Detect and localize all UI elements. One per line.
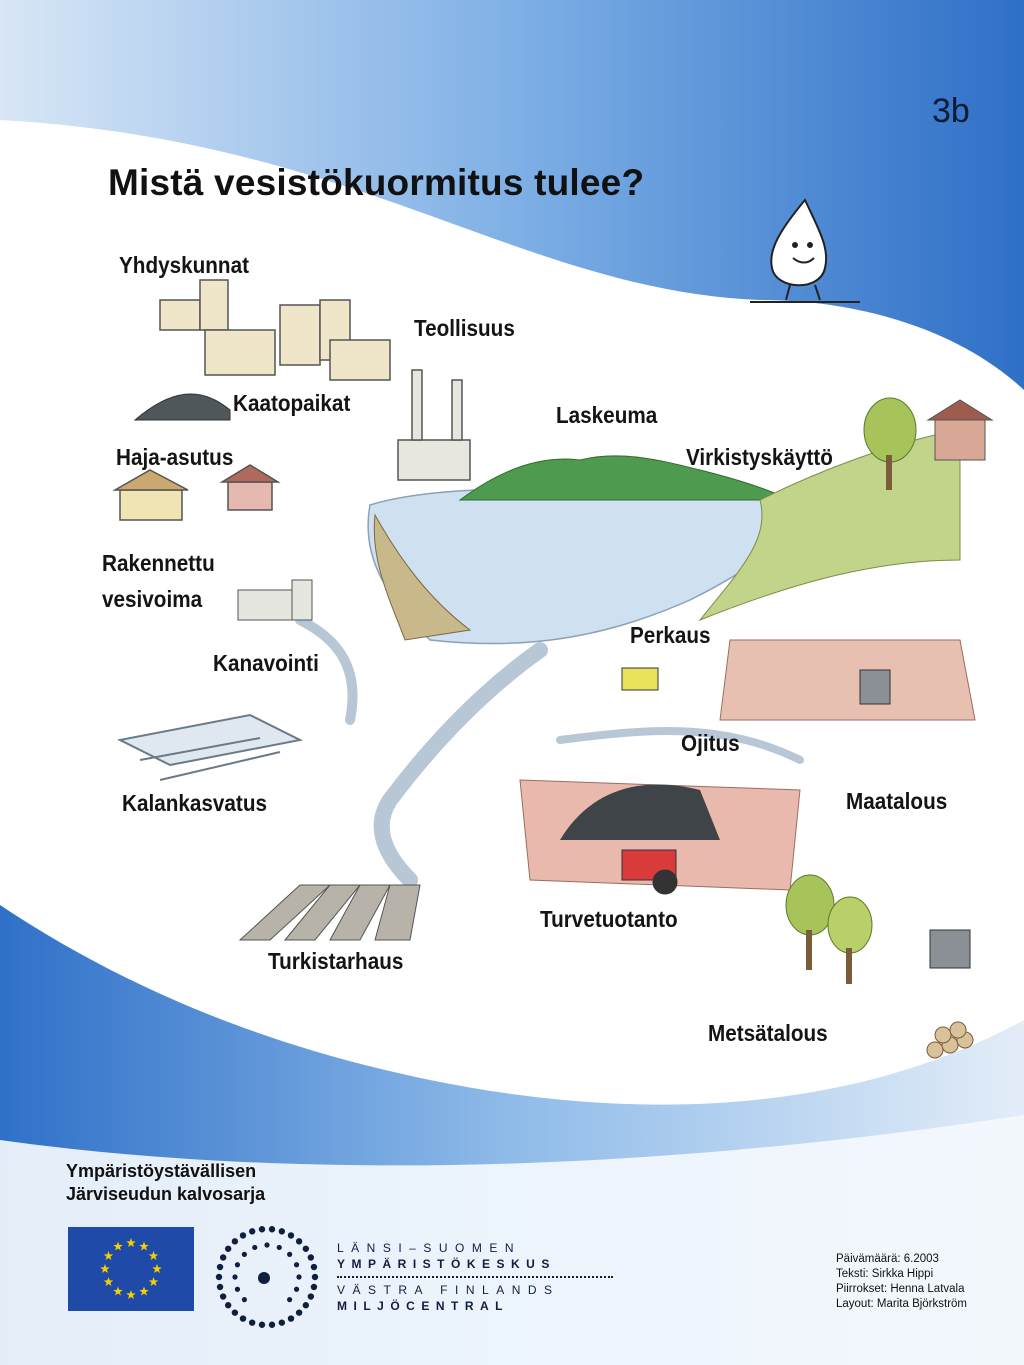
logo-dot <box>232 1274 237 1279</box>
logo-dot <box>249 1228 255 1234</box>
eu-star <box>139 1287 149 1296</box>
eu-star <box>126 1238 136 1247</box>
eu-star <box>104 1277 114 1286</box>
logo-dot <box>259 1322 265 1328</box>
landfill <box>135 394 230 420</box>
water-drop-mascot <box>750 200 860 302</box>
series-title <box>66 1160 265 1206</box>
logo-dot <box>311 1284 317 1290</box>
logo-dot <box>296 1238 302 1244</box>
eu-stars-icon <box>68 1227 194 1311</box>
label-turvetuotanto: Turvetuotanto <box>540 906 678 932</box>
logo-dot <box>249 1319 255 1325</box>
logo-dot <box>242 1297 247 1302</box>
logo-dot <box>217 1264 223 1270</box>
label-metsatalous: Metsätalous <box>708 1020 828 1046</box>
label-turkistarhaus: Turkistarhaus <box>268 948 404 974</box>
eu-star <box>126 1290 136 1299</box>
logo-dot <box>296 1274 301 1279</box>
org-line-1: LÄNSI–SUOMEN <box>337 1241 522 1255</box>
label-virkistyskaytto: Virkistyskäyttö <box>686 444 833 470</box>
logo-dot <box>279 1319 285 1325</box>
label-ojitus: Ojitus <box>681 730 740 756</box>
logo-dot <box>232 1238 238 1244</box>
logo-dot <box>294 1262 299 1267</box>
label-yhdyskunnat: Yhdyskunnat <box>119 252 249 278</box>
logo-dot <box>311 1264 317 1270</box>
logo-dot <box>296 1309 302 1315</box>
logo-dot <box>259 1226 265 1232</box>
label-teollisuus: Teollisuus <box>414 315 515 341</box>
logo-dot <box>279 1228 285 1234</box>
eu-star <box>113 1241 123 1250</box>
river-main <box>382 650 540 880</box>
eu-star <box>149 1277 159 1286</box>
logo-dot <box>277 1245 282 1250</box>
logo-dot <box>232 1309 238 1315</box>
factory <box>398 370 470 480</box>
label-haja-asutus: Haja-asutus <box>116 444 234 470</box>
river-ditch <box>560 731 800 760</box>
label-rakennettu: Rakennettu <box>102 550 215 576</box>
logo-dot <box>303 1302 309 1308</box>
series-title-line2: Järviseudun kalvosarja <box>66 1184 266 1204</box>
eu-star <box>152 1264 162 1273</box>
logo-dot <box>287 1297 292 1302</box>
logo-dot <box>287 1252 292 1257</box>
credit-date: Päivämäärä: 6.2003 <box>836 1253 939 1265</box>
org-line-2: YMPÄRISTÖKESKUS <box>337 1257 556 1271</box>
fish-ponds <box>120 715 300 780</box>
eu-star <box>100 1264 110 1273</box>
series-title-line1: Ympäristöystävällisen <box>66 1161 257 1181</box>
page-title: Mistä vesistökuormitus tulee? <box>108 162 645 203</box>
logo-dot <box>220 1293 226 1299</box>
logo-dot <box>269 1226 275 1232</box>
credits <box>836 1252 967 1312</box>
logo-dot <box>264 1242 269 1247</box>
eu-flag-logo <box>68 1227 194 1311</box>
label-kaatopaikat: Kaatopaikat <box>233 390 351 416</box>
logo-dot <box>288 1232 294 1238</box>
logo-dot <box>252 1245 257 1250</box>
eu-star <box>149 1251 159 1260</box>
logo-dot <box>308 1293 314 1299</box>
logo-dot <box>225 1246 231 1252</box>
eu-star <box>139 1241 149 1250</box>
logo-dot <box>220 1254 226 1260</box>
label-kalankasvatus: Kalankasvatus <box>122 790 267 816</box>
houses <box>115 465 278 520</box>
logo-dot <box>225 1302 231 1308</box>
farm-field <box>720 640 975 720</box>
logo-dot <box>216 1274 222 1280</box>
label-kanavointi: Kanavointi <box>213 650 319 676</box>
logo-dot <box>303 1246 309 1252</box>
eu-star <box>113 1287 123 1296</box>
label-perkaus: Perkaus <box>630 622 711 648</box>
logo-dot <box>240 1232 246 1238</box>
org-line-4: MILJÖCENTRAL <box>337 1299 509 1313</box>
label-vesivoima: vesivoima <box>102 586 203 612</box>
logo-dot <box>235 1262 240 1267</box>
logo-dot <box>240 1315 246 1321</box>
org-line-3: VÄSTRA FINLANDS <box>337 1283 560 1297</box>
logo-dot <box>294 1287 299 1292</box>
eu-star <box>104 1251 114 1260</box>
logo-dot <box>217 1284 223 1290</box>
environment-centre-logo-icon <box>212 1222 322 1332</box>
log-piles <box>927 1022 973 1058</box>
credit-layout: Layout: Marita Björkström <box>836 1298 968 1310</box>
slide-number: 3b <box>932 92 970 130</box>
fur-farm-sheds <box>240 885 420 940</box>
logo-dot <box>269 1322 275 1328</box>
town-buildings <box>160 280 390 380</box>
credit-drawings: Piirrokset: Henna Latvala <box>836 1283 965 1295</box>
org-divider <box>337 1276 613 1278</box>
label-laskeuma: Laskeuma <box>556 402 658 428</box>
logo-dot <box>312 1274 318 1280</box>
power-plant <box>238 580 312 620</box>
credit-text: Teksti: Sirkka Hippi <box>836 1268 934 1280</box>
logo-dot <box>242 1252 247 1257</box>
label-maatalous: Maatalous <box>846 788 948 814</box>
logo-dot <box>288 1315 294 1321</box>
logo-dot <box>235 1287 240 1292</box>
cabin <box>928 400 992 460</box>
logo-dot <box>308 1254 314 1260</box>
